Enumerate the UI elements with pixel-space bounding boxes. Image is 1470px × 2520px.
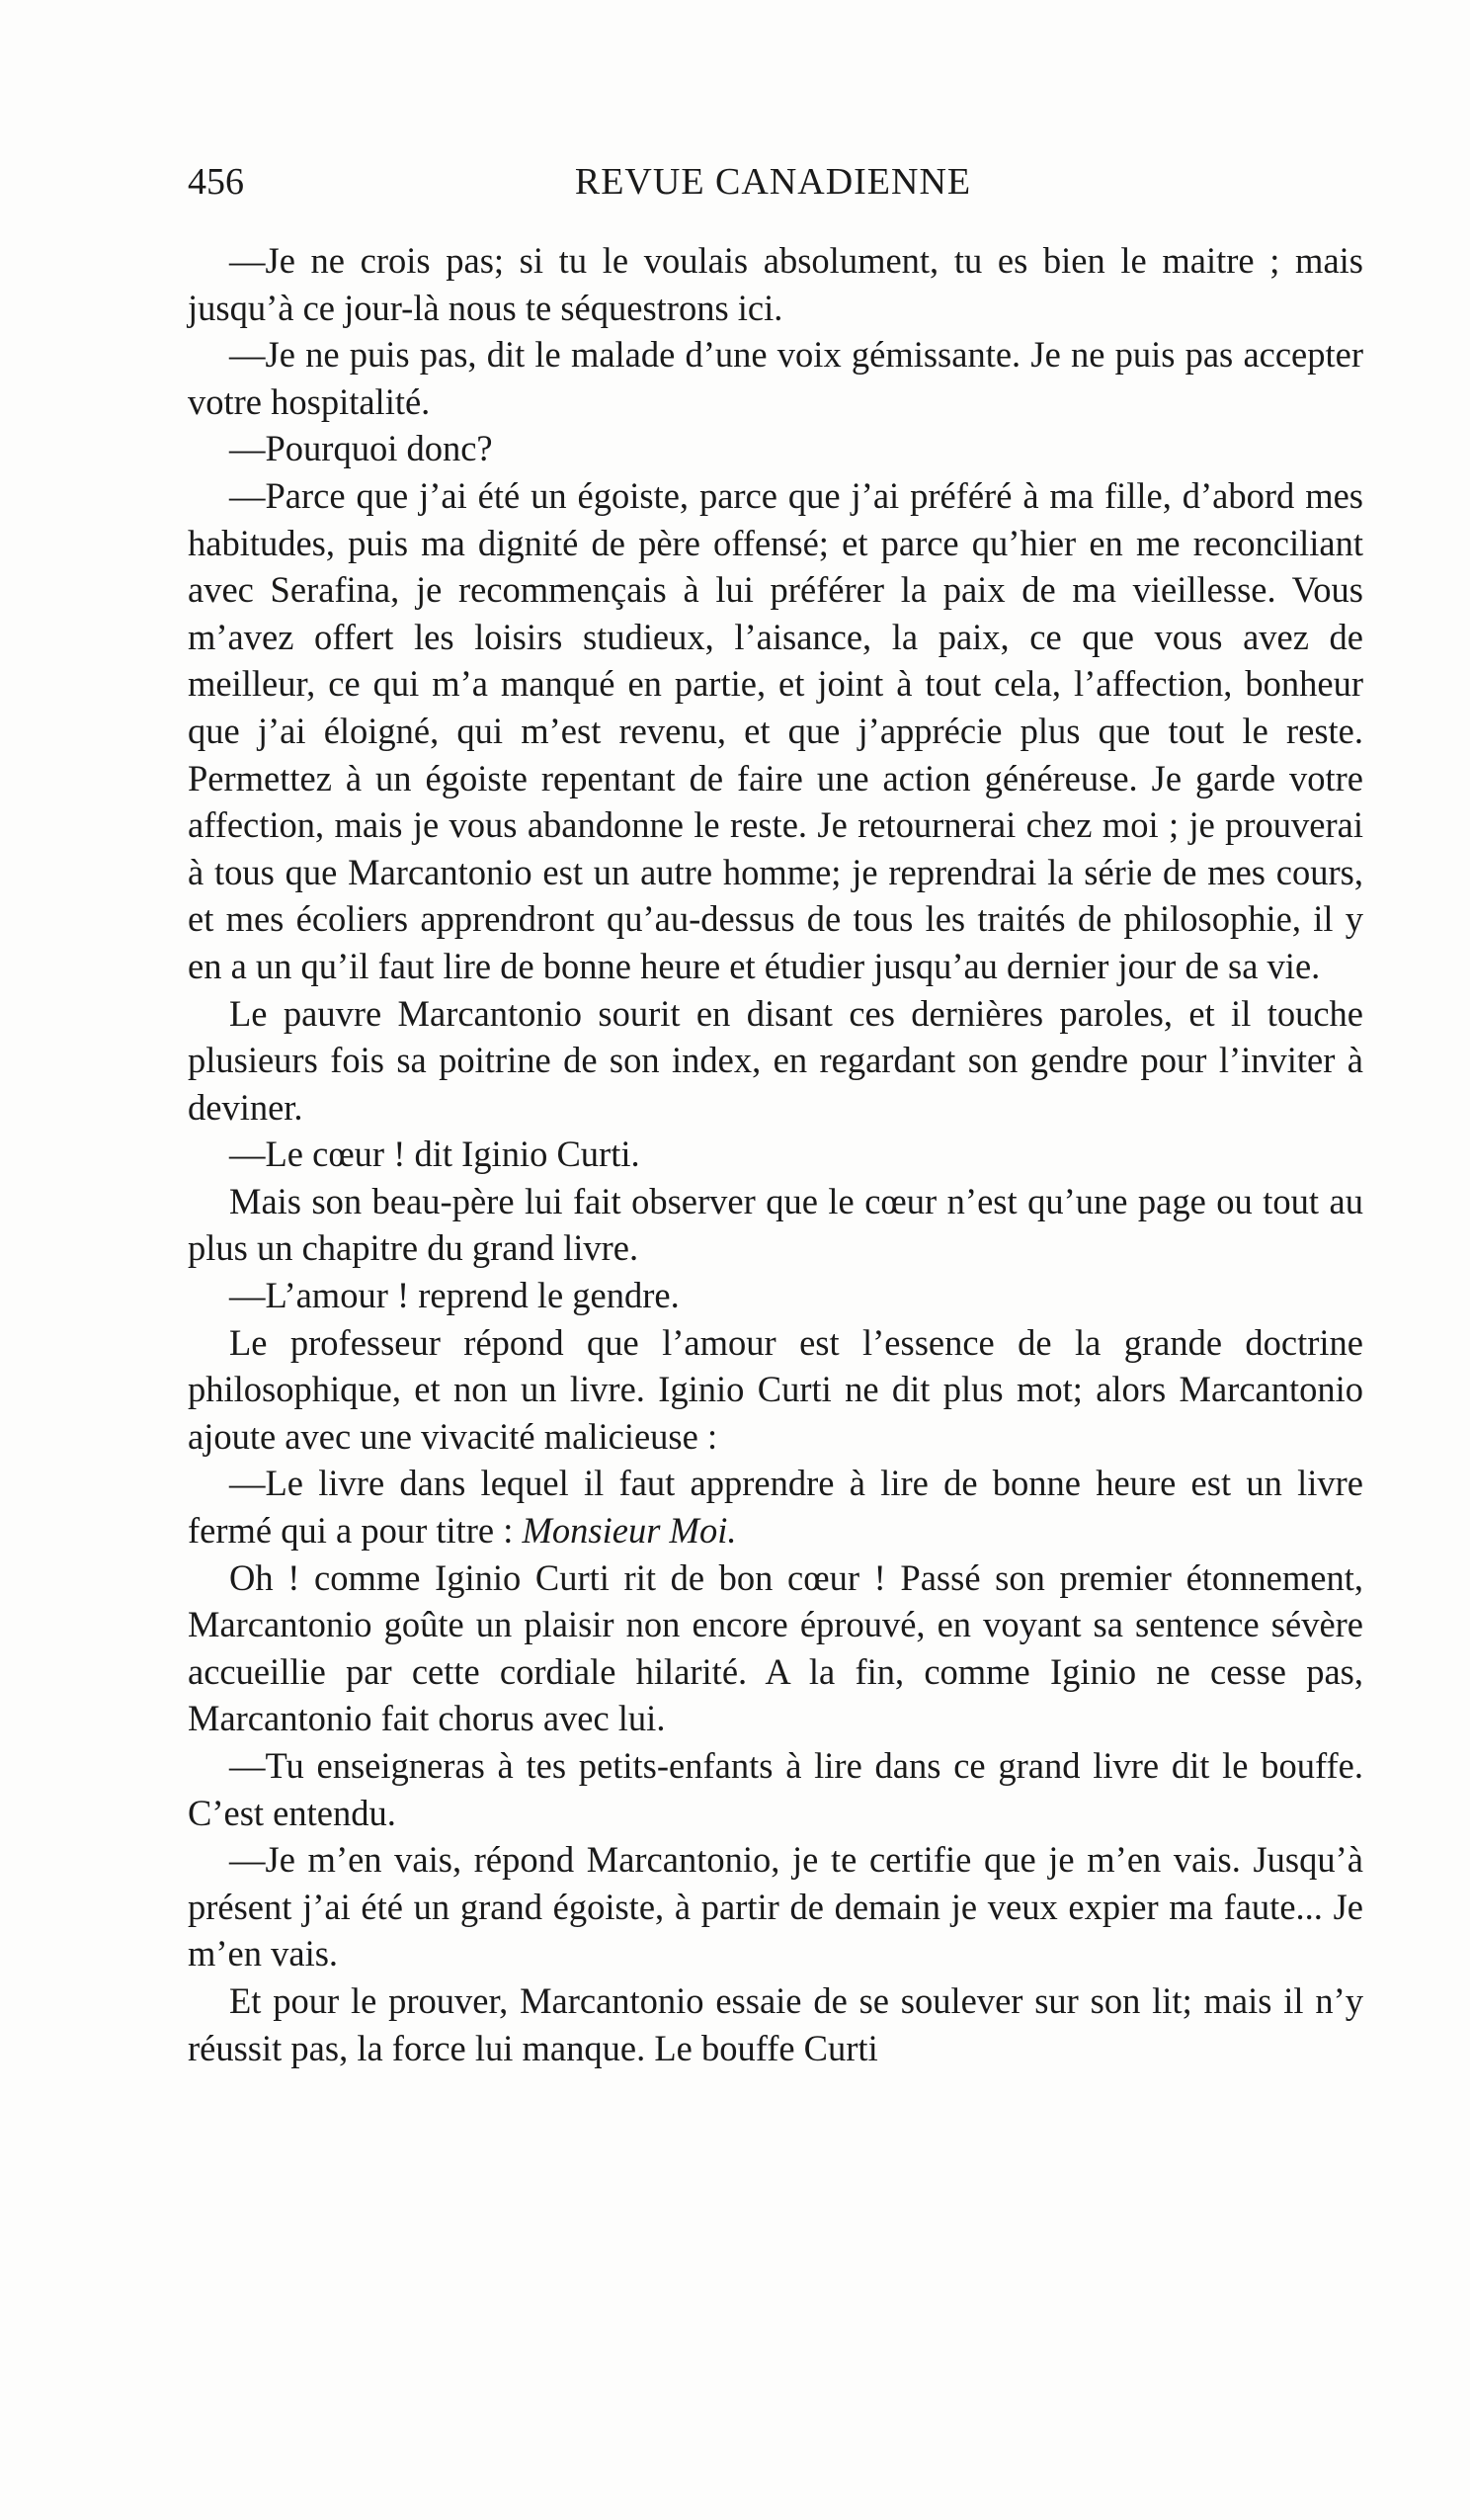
- paragraph: —Je m’en vais, répond Marcantonio, je te certifie que je m’en vais. Jusqu’à présent j’ai été un grand égoiste, à partir de demain je veux expier ma faute... Je m’en vais.: [188, 1839, 1363, 1974]
- paragraph: —Pourquoi donc?: [229, 428, 493, 469]
- paragraph: —Tu enseigneras à tes petits-enfants à lire dans ce grand livre dit le bouffe. C’est entendu.: [188, 1745, 1363, 1833]
- running-title: REVUE CANADIENNE: [574, 161, 972, 203]
- paragraph: Mais son beau-père lui fait observer que le cœur n’est qu’une page ou tout au plus un chapitre du grand livre.: [188, 1180, 1363, 1269]
- book-title-italic: Monsieur Moi.: [522, 1510, 737, 1552]
- paragraph: —Je ne puis pas, dit le malade d’une voix gémissante. Je ne puis pas accepter votre hospitalité.: [188, 334, 1363, 422]
- page-number: 456: [188, 161, 244, 203]
- paragraph: —Parce que j’ai été un égoiste, parce que j’ai préféré à ma fille, d’abord mes habitudes, puis ma dignité de père offensé; et parce qu’hier en me reconciliant avec Serafina, je recommençais à lui préférer la paix de ma vieillesse. Vous m’avez offert les loisirs studieux, l’aisance, la paix, ce que vous avez de meilleur, ce qui m’a manqué en partie, et joint à tout cela, l’affection, bonheur que j’ai éloigné, qui m’est revenu, et que j’apprécie plus que tout le reste. Permettez à un égoiste repentant de faire une action généreuse. Je garde votre affection, mais je vous abandonne le reste. Je retournerai chez moi ; je prouverai à tous que Marcantonio est un autre homme; je reprendrai la série de mes cours, et mes écoliers apprendront qu’au-dessus de tous les traités de philosophie, il y en a un qu’il faut lire de bonne heure et étudier jusqu’au dernier jour de sa vie.: [188, 474, 1363, 986]
- paragraph: —L’amour ! reprend le gendre.: [229, 1275, 680, 1316]
- paragraph: —Je ne crois pas; si tu le voulais absolument, tu es bien le maitre ; mais jusqu’à ce jour-là nous te séquestrons ici.: [188, 240, 1363, 328]
- paragraph: Et pour le prouver, Marcantonio essaie de se soulever sur son lit; mais il n’y réussit pas, la force lui manque. Le bouffe Curti: [188, 1979, 1363, 2068]
- paragraph: Oh ! comme Iginio Curti rit de bon cœur ! Passé son premier étonnement, Marcantonio goûte un plaisir non encore éprouvé, en voyant sa sentence sévère accueillie par cette cordiale hilarité. A la fin, comme Iginio ne cesse pas, Marcantonio fait chorus avec lui.: [188, 1556, 1363, 1739]
- body-text: [188, 237, 1363, 2071]
- paragraph-text: —Le livre dans lequel il faut apprendre à lire de bonne heure est un livre fermé qui a pour titre :: [188, 1463, 1363, 1552]
- page-header: [188, 160, 1358, 210]
- paragraph: Le professeur répond que l’amour est l’essence de la grande doctrine philosophique, et non un livre. Iginio Curti ne dit plus mot; alors Marcantonio ajoute avec une vivacité malicieuse :: [188, 1321, 1363, 1457]
- paragraph: Le pauvre Marcantonio sourit en disant ces dernières paroles, et il touche plusieurs fois sa poitrine de son index, en regardant son gendre pour l’inviter à deviner.: [188, 992, 1363, 1128]
- paragraph: [188, 1460, 1363, 1554]
- paragraph: —Le cœur ! dit Iginio Curti.: [229, 1134, 640, 1175]
